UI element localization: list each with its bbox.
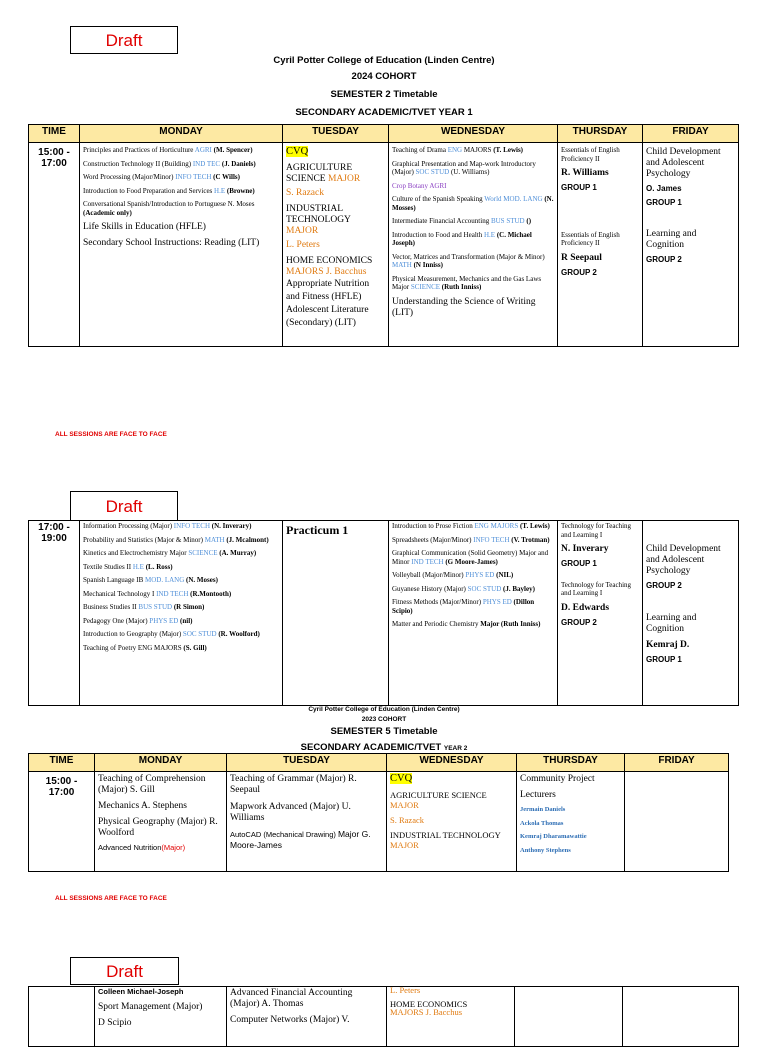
timetable-year2-continued (28, 986, 739, 1047)
friday-cell: Child Development and Adolescent Psychology O. James GROUP 1 Learning and Cognition GROUP 2 (643, 143, 739, 347)
col-wednesday: WEDNESDAY (389, 125, 558, 143)
practicum-label: Practicum 1 (286, 523, 349, 537)
semester-label: SEMESTER 5 Timetable (330, 726, 438, 737)
timetable-year1-session1 (28, 124, 739, 347)
course-entry: Conversational Spanish/Introduction to Portuguese N. Moses (Academic only) (83, 200, 255, 217)
draft-label: Draft (70, 957, 179, 985)
col-monday: MONDAY (80, 125, 283, 143)
col-time: TIME (29, 125, 80, 143)
course-entry: Introduction to Food Preparation and Services H.E (Browne) (83, 186, 255, 195)
col-time: TIME (29, 754, 95, 772)
cohort-label: 2023 COHORT (361, 716, 407, 723)
friday-cell (625, 772, 729, 872)
draft-label: Draft (70, 26, 178, 54)
col-thursday: THURSDAY (517, 754, 625, 772)
draft-label: Draft (70, 491, 178, 521)
monday-cell: Colleen Michael-Joseph Sport Management (Major) D Scipio (95, 987, 227, 1047)
col-tuesday: TUESDAY (227, 754, 387, 772)
col-friday: FRIDAY (643, 125, 739, 143)
course-entry: Construction Technology II (Building) IND TEC (J. Daniels) (83, 159, 256, 168)
tuesday-cell: Advanced Financial Accounting (Major) A. Thomas Computer Networks (Major) V. (227, 987, 387, 1047)
col-wednesday: WEDNESDAY (387, 754, 517, 772)
wednesday-cell: Introduction to Prose Fiction ENG MAJORS (T. Lewis) Spreadsheets (Major/Minor) INFO TECH (V. Trotman) Graphical Communication (Solid Geometry) Major and Minor IND TECH (G Moore-James) Volleyball (Major/Minor) PHYS ED (NIL) Guyanese History (Major) SOC STUD (J. Bayley) Fitness Methods (Major/Minor) PHYS ED (Dillon Scipio) Matter and Periodic Chemistry Major (Ruth Inniss) (389, 521, 558, 706)
monday-cell: Information Processing (Major) INFO TECH (N. Inverary) Probability and Statistics (Major & Minor) MATH (J. Mcalmont) Kinetics and Electrochemistry Major SCIENCE (A. Murray) Textile Studies II H.E (L. Ross) Spanish Language IB MOD. LANG (N. Moses) Mechanical Technology I IND TECH (R.Montooth) Business Studies II BUS STUD (R Simon) Pedagogy One (Major) PHYS ED (nil) Introduction to Geography (Major) SOC STUD (R. Woolford) Teaching of Poetry ENG MAJORS (S. Gill) (80, 521, 283, 706)
col-tuesday: TUESDAY (283, 125, 389, 143)
college-title: Cyril Potter College of Education (Linden Centre) (273, 55, 495, 66)
monday-cell: Teaching of Comprehension (Major) S. Gill Mechanics A. Stephens Physical Geography (Major) R. Woolford Advanced Nutrition(Major) (95, 772, 227, 872)
timetable-year1-session2 (28, 520, 739, 706)
thursday-cell (515, 987, 623, 1047)
college-title: Cyril Potter College of Education (Linden Centre) (308, 706, 460, 713)
wednesday-cell: Teaching of Drama ENG MAJORS (T. Lewis) Graphical Presentation and Map-work Introductory (Major) SOC STUD (U. Williams) Crop Botany AGRI Culture of the Spanish Speaking World MOD. LANG (N. Mosses) Intermediate Financial Accounting BUS STUD () Introduction to Food and Health H.E (C. Michael Joseph) Vector, Matrices and Transformation (Major & Minor) MATH (N Inniss) Physical Measurement, Mechanics and the Gas Laws Major SCIENCE (Ruth Inniss) Understanding the Science of Writing (LIT) (389, 143, 558, 347)
course-entry: Life Skills in Education (HFLE) (83, 222, 206, 232)
friday-cell (623, 987, 739, 1047)
col-thursday: THURSDAY (558, 125, 643, 143)
program-label: SECONDARY ACADEMIC/TVET YEAR 1 (295, 107, 473, 118)
wednesday-cell: CVQ AGRICULTURE SCIENCE MAJOR S. Razack INDUSTRIAL TECHNOLOGY MAJOR (387, 772, 517, 872)
thursday-cell: Community Project Lecturers Jermain Daniels Ackola Thomas Kemraj Dharamawattie Anthony Stephens (517, 772, 625, 872)
tuesday-cell (283, 521, 389, 706)
course-entry: Word Processing (Major/Minor) INFO TECH (C Wills) (83, 173, 240, 181)
time-slot (29, 987, 95, 1047)
tuesday-cell: Teaching of Grammar (Major) R. Seepaul Mapwork Advanced (Major) U. Williams AutoCAD (Mechanical Drawing) Major G. Moore-James (227, 772, 387, 872)
course-entry: Secondary School Instructions: Reading (LIT) (83, 238, 260, 248)
tuesday-cell: CVQ AGRICULTURE SCIENCE MAJOR S. Razack INDUSTRIAL TECHNOLOGY MAJOR L. Peters HOME ECONOMICS MAJORS J. Bacchus Appropriate Nutrition and Fitness (HFLE) Adolescent Literature (Secondary) (LIT) (283, 143, 389, 347)
col-friday: FRIDAY (625, 754, 729, 772)
time-slot: 15:00 - 17:00 (29, 772, 95, 872)
face-to-face-note: ALL SESSIONS ARE FACE TO FACE (55, 895, 167, 902)
cohort-label: 2024 COHORT (351, 71, 417, 82)
program-label: SECONDARY ACADEMIC/TVET YEAR 2 (300, 742, 468, 753)
friday-cell: Child Development and Adolescent Psychology GROUP 2 Learning and Cognition Kemraj D. GROUP 1 (643, 521, 739, 706)
thursday-cell: Essentials of English Proficiency II R. Williams GROUP 1 Essentials of English Proficiency II R Seepaul GROUP 2 (558, 143, 643, 347)
cvq-label: CVQ (286, 146, 309, 157)
face-to-face-note: ALL SESSIONS ARE FACE TO FACE (55, 431, 167, 438)
timetable-year2 (28, 753, 729, 872)
monday-cell (80, 143, 283, 347)
col-monday: MONDAY (95, 754, 227, 772)
wednesday-cell: L. Peters HOME ECONOMICS MAJORS J. Bacchus (387, 987, 515, 1047)
time-slot: 15:00 - 17:00 (29, 143, 80, 347)
time-slot: 17:00 - 19:00 (29, 521, 80, 706)
cvq-label: CVQ (390, 773, 413, 784)
course-entry: Principles and Practices of Horticulture AGRI (M. Spencer) (83, 146, 253, 154)
semester-label: SEMESTER 2 Timetable (330, 89, 438, 100)
thursday-cell: Technology for Teaching and Learning I N. Inverary GROUP 1 Technology for Teaching and Learning I D. Edwards GROUP 2 (558, 521, 643, 706)
